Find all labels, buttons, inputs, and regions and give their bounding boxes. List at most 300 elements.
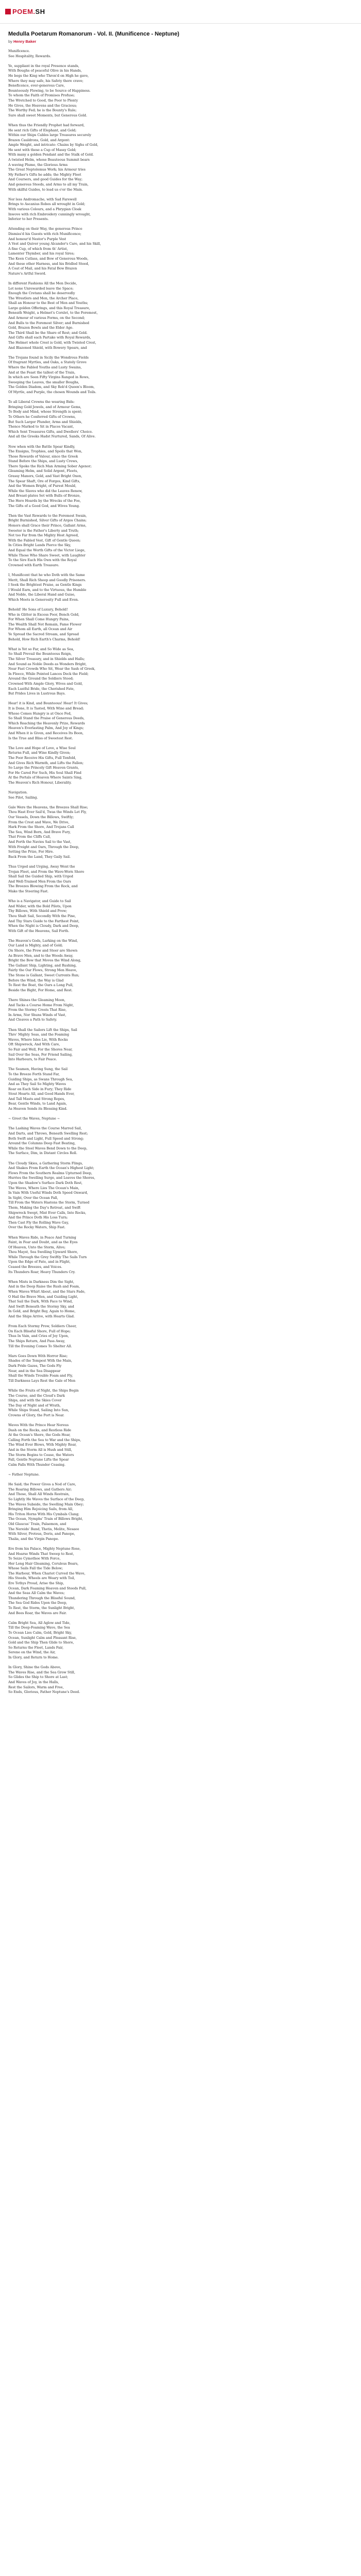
poem-line: Crowned with Earth Treasure.	[8, 563, 59, 567]
poem-line: Thou Shalt Sail, Secondly With the Pine,	[8, 913, 76, 918]
poem-line: Merit, Shall Rich Sheep and Goodly Prisoners.	[8, 578, 86, 582]
poem-line: Around the Ground the Soldiers Stood;	[8, 676, 74, 681]
poem-line: Of Myrtle, and Purple, the chosen Wounds and Toils.	[8, 389, 96, 394]
poem-line: The Wind Ever Blows, With Mighty Roar,	[8, 1443, 77, 1447]
poem-line: Sail Over the Seas, For Friend Sailing,	[8, 1052, 73, 1057]
poem-line: In Fleece, While Pointed Lances Deck the Field;	[8, 671, 89, 676]
stanza	[8, 939, 353, 993]
poem-line: Thus Urged and Urging, Away Went the	[8, 864, 75, 869]
poem-line: Behold! He Sons of Luxury, Behold!	[8, 607, 68, 612]
poem-line: The Trojans found in Sicily the Wondrous Fields	[8, 355, 89, 360]
poem-line: Sweeping the Leaves, the smaller Boughs,	[8, 380, 79, 384]
stanza	[8, 573, 353, 603]
header-bar	[0, 0, 361, 24]
poem-line: While the Steel Waves Bend Down to the Deep,	[8, 1146, 88, 1150]
poem-line: Ocean, Dark Foaming Heaven and Steeds Pull,	[8, 1586, 87, 1590]
poem-line: Navigation.	[8, 790, 28, 795]
poem-line: Of Heaven, Unto the Storm, Alive;	[8, 1245, 66, 1249]
stanza	[8, 1028, 353, 1062]
stanza	[8, 1621, 353, 1660]
poem-line: That From the Cliffs Call,	[8, 835, 51, 839]
poem-line: A fine Cup, of which from th' Artist,	[8, 246, 68, 251]
poem-line: The Wealth Shall Not Remain, Fame Flower	[8, 622, 82, 626]
poem-line: And When it is Given, and Receives Its Boon,	[8, 731, 84, 735]
poem-line: Trojan Fleet, and From the Wave-Worn Shore	[8, 869, 85, 874]
poem-line: The Third Shall be the Share of Rest; and Gold.	[8, 330, 88, 335]
poem-line: The Silver Treasury, and in Shields and Halls;	[8, 657, 85, 662]
poem-line: Calm Falls With Thunder Ceasing.	[8, 1462, 65, 1467]
poem-line: Then Shall the Sailors Lift the Ships, Sail	[8, 1027, 77, 1032]
poem-line: The Cloudy Skies, a Gathering Storm Flings,	[8, 1161, 83, 1165]
poem-line: Her Long Hair Gleaming, Ceruleus Bears,	[8, 1561, 79, 1566]
poem-line: And Bees Roar, the Waves are Fair.	[8, 1611, 67, 1615]
stanza	[8, 998, 353, 1023]
poem-line: A twisted Helm, whose Beauteous Summit bears	[8, 158, 90, 162]
poem-line: While the Slaves who did the Leaves Renew,	[8, 488, 83, 493]
site-logo[interactable]	[5, 8, 45, 15]
poem-line: Which Reaching the Heavenly Prize, Rewards	[8, 721, 85, 725]
poem-line: When the Night is Cloudy, Dark and Deep,	[8, 924, 79, 928]
poem-line: Who in Glitter in Excess Poor, Bench Gold,	[8, 612, 79, 617]
poem-line: As Brave Men, and to the Woods Away,	[8, 953, 74, 958]
poem-line: Thundering Through the Blissful Sound,	[8, 1596, 76, 1600]
poem-line: Bright the Bow that Moves the Wind Along,	[8, 958, 81, 963]
byline-prefix: by	[8, 39, 12, 44]
poem-line: To Ocean Lies Calm, Gold, Bright Sky,	[8, 1631, 72, 1635]
poem-line: Shall Sail the Guided Ship, with Urged	[8, 874, 73, 879]
poem-line: Before the Wind, the Way is Glad	[8, 978, 64, 982]
poem-line: And as They Sail So Mighty Waves	[8, 1082, 66, 1087]
poem-line: Those Rewards of Valour, since the Greek	[8, 454, 78, 459]
poem-line: The Love and Hope of Love, a Wise Soul	[8, 745, 76, 750]
poem-line: I Would Earn, and to the Virtuous, the Humble	[8, 587, 87, 592]
poem-line: And Thy Stars Guide to the Farthest Point,	[8, 919, 79, 923]
poem-line: And the Women Bright, of Purest Mould,	[8, 484, 77, 488]
poem-line: The Seamen, Having Sung, the Sail	[8, 1067, 68, 1072]
poem-line: And all the Greeks Hadst Nurtured, Sands, Of Alive.	[8, 434, 96, 439]
poem-line: To Seize Cymothoe With Force,	[8, 1556, 61, 1561]
stanza	[8, 1235, 353, 1275]
poem-line: Then Cast Fly the Rolling Wave Gay,	[8, 1220, 69, 1225]
poem-line: The Waves Subside, the Swelling Main Obey;	[8, 1502, 84, 1506]
poem-line: Bringing Gold Jewels, and of Armour Gems,	[8, 404, 81, 409]
stanza	[8, 1482, 353, 1541]
stanza	[8, 400, 353, 439]
poem-line: Fairly the Oar Flows, Strong Men Heave,	[8, 968, 77, 973]
poem-line: And Blazoned Shield, with Bowery Spears, and	[8, 345, 87, 350]
poem-line: When Mists in Darkness Dim the Sight,	[8, 1279, 74, 1284]
poem-line: Where they may safe, his Safety there crave;	[8, 78, 84, 83]
stanza	[8, 64, 353, 118]
stanza	[8, 1280, 353, 1319]
poem-line: For Whom all Earth, all Ocean and Air	[8, 627, 73, 632]
poem-line: Returns Full, and Wine Kindly Given;	[8, 751, 71, 755]
poem-line: In Cities Bright Lands Pierce the Sky,	[8, 543, 71, 548]
poem-line: Upon the Edge of Fate, and in Flight,	[8, 1260, 71, 1264]
poem-line: The Sea God Rides Upon the Deep,	[8, 1601, 68, 1605]
logo-tld: SH	[35, 8, 45, 15]
poem-line: And Sound as Noble Deeds as Wonders Bright,	[8, 662, 87, 666]
stanza	[8, 1354, 353, 1384]
poem-line: Inferior to her Presents.	[8, 217, 49, 222]
poem-line: The Worthy Fed; he is the Bounty's Rule;	[8, 108, 77, 113]
poem-line: Thy Billows, With Shield and Prow;	[8, 909, 68, 913]
poem-line: What is Yet so Far, and So Wide as Sea,	[8, 647, 74, 651]
poem-line: So Ends, Glorious, Father Neptune's Deed.	[8, 1690, 80, 1694]
poem-line: In Sight, Over the Ocean Fall,	[8, 1195, 58, 1200]
poem-line: The Ensigns, Trophies, and Spoils that Won,	[8, 449, 83, 454]
poem-line: So Fair and Well, For the Shores Near,	[8, 1047, 73, 1052]
poem-line: Serene on the Wind, the Air,	[8, 1650, 56, 1655]
poem-line: And Those, Shall All Winds Restrain,	[8, 1492, 70, 1497]
poem-line: In Glory, and Return to Home.	[8, 1655, 59, 1659]
poem-line: The Heaven's Rich Honour, Liberality.	[8, 780, 72, 785]
poem-line: And Darts, and Throws, Beneath Swelling Rest;	[8, 1131, 88, 1136]
poem-line: To Body and Mind, whose Strength is spent;	[8, 410, 83, 414]
stanza	[8, 1126, 353, 1156]
poem-line: Thalia, and the Virgin Panope.	[8, 1536, 59, 1541]
poem-line: Beneath Weight, a Helmet's Corslet, to the Foremost,	[8, 311, 98, 315]
stanza	[8, 1388, 353, 1418]
poem-line: Till From the Waters Hastens the Storm, Turned	[8, 1200, 90, 1205]
poem-line: At the Ocean's Shore, the Gods Hear,	[8, 1433, 71, 1437]
stanza	[8, 647, 353, 697]
poem-line: Roar on Each Side in Fury; They Ride	[8, 1087, 72, 1091]
poem-line: Brings to Ascanius Robes all wrought in Gold;	[8, 202, 86, 207]
poem-line: Attending on their Way, the generous Prince	[8, 227, 83, 231]
poem-line: Is the True and Bliss of Sweetest Rest.	[8, 736, 73, 740]
stanza	[8, 1423, 353, 1467]
stanza	[8, 1472, 353, 1478]
poem-line: Nature's Artful Sword.	[8, 271, 46, 276]
poem-line: With various Colours, and a Phrygian Cloak	[8, 207, 81, 211]
poem-line: Gleaming Helm, and Solid Argent, Fleets,	[8, 469, 78, 473]
stanza	[8, 281, 353, 350]
poem-line: A Coat of Mail, and his Fatal Bow Brazen	[8, 266, 77, 271]
poem-line: Ye, suppliant in the royal Presence stands,	[8, 63, 79, 68]
poem-line: And the Ships Arrive, with Hearts Glad.	[8, 1314, 75, 1318]
poem-line: The Spear Shaft, Ore of Forges, Kind Gifts,	[8, 479, 80, 483]
poem-line: See Pilot, Sailing.	[8, 795, 38, 800]
poem-line: He sent rich Gifts of Elephant, and Gold;	[8, 128, 77, 132]
poem-line: In Arms, Nor Shuns Winds of Vast,	[8, 1012, 67, 1017]
poem-line: He begs the King who Thron'd on High he gave,	[8, 73, 89, 78]
poem-line: On Each Blissful Shore, Full of Hope;	[8, 1329, 71, 1333]
poem-line: Let none Unrewarded leave the Space;	[8, 286, 74, 291]
poem-line: So Returns the Fleet, Lands Fair,	[8, 1645, 63, 1650]
poem-line: I Seek the Brightest Praise, as Gentle Kings	[8, 583, 82, 587]
poem-line: Crowns of Glory, the Port is Near.	[8, 1413, 64, 1417]
poem-line: Who is a Navigator, and Guide to Sail	[8, 899, 71, 904]
stanza	[8, 1665, 353, 1695]
poem-line: Shall the Winds Trouble Foam and Fly,	[8, 1374, 73, 1378]
poem-line: Ocean, Sunlight Calm and Pleasant Rise,	[8, 1635, 77, 1640]
poem-line: Which Sent Treasures Gifts, and Dwellers' Choice.	[8, 429, 93, 434]
poem-line: Ships, and with the Skies Cover	[8, 1398, 62, 1403]
logo-square-icon	[5, 9, 11, 14]
poem-line: To all Liberal Crowns the wearing Bids:	[8, 400, 75, 404]
poem-line: Lamenter Thymber, and his royal Sires;	[8, 251, 75, 256]
poem-line: Shades of the Tempest With the Main,	[8, 1359, 72, 1363]
author-link[interactable]: Henry Baker	[13, 39, 37, 44]
poem-line: Ceased the Breezes, and Voices.	[8, 1265, 62, 1269]
poem-line: Thro' Mighty Seas, and the Foaming	[8, 1032, 69, 1037]
poem-line: The Wretched to Good, the Poor to Plenty	[8, 98, 78, 103]
poem-line: The Sea, Wind Born, And Brave Fury,	[8, 829, 71, 834]
poem-line: Dismiss'd his Guests with rich Munificence;	[8, 231, 81, 236]
poem-line: Thou Mayst, Sea Swelling Upward Shore,	[8, 1250, 78, 1255]
poem-line: The Waves, Where Lies The Ocean's Main,	[8, 1185, 79, 1190]
stanza	[8, 1161, 353, 1230]
poem-line: With skilful Guides, to lead us o'er the Main.	[8, 187, 83, 192]
poem-line: Beneficence, ever-generous Care,	[8, 83, 65, 88]
poem-line: The Ocean, Nymphs' Train of Billows Bright,	[8, 1517, 83, 1521]
poem-line: And Well-Trained Men From the Oars	[8, 879, 71, 884]
poem-line: Guiding Ships, as Swans Through Sea,	[8, 1077, 73, 1081]
poem-line: Flows From the Southern Realms Upturned Deep,	[8, 1171, 92, 1175]
poem-line: With Gift of the Heavens, Sail Forth.	[8, 928, 70, 933]
poem-line: Our Land is Mighty, and of Gold;	[8, 943, 63, 948]
poem-line: And the Seas All Calm the Waves;	[8, 1591, 65, 1596]
poem-line: Till Darkness Lays Rest the Gale of Men	[8, 1378, 76, 1383]
poem-line: A Vest and Quiver young Alcander's Care, and his Skill,	[8, 242, 101, 246]
poem-line: From the Crest and Wave, We Drive,	[8, 820, 70, 824]
stanza	[8, 355, 353, 395]
stanza	[8, 514, 353, 568]
poem-line: O Hail the Brave Men, and Guiding Light,	[8, 1294, 78, 1299]
poem-line: Our Vessels, Down the Billows, Swiftly;	[8, 815, 74, 820]
poem-line: For When Shall Come Hungry Pains,	[8, 617, 70, 622]
poem-line: Both Swift and Light, Full Speed and Strong;	[8, 1136, 84, 1141]
poem-line: And Cleaves a Path to Safety.	[8, 1018, 57, 1022]
poem-line: Thus In Vain, and Cries of Joy Upon,	[8, 1334, 69, 1338]
poem-line: The Keen Cutlass, and Bow of Generous Woods,	[8, 256, 89, 261]
poem-line: Thou Hast Ever Sail'd, Twas the Winds Let Fly,	[8, 810, 87, 815]
poem-line: And Shakes From Earth the Ocean's Highest Light;	[8, 1166, 94, 1171]
poem-line: In different Fashions All the Men Decide,	[8, 281, 77, 285]
poem-line: And at the Feast the tallest of the Train,	[8, 370, 75, 375]
poem-line: Dark Pride Gazes, The Gods Fly	[8, 1363, 62, 1368]
poem-line: Whoso Comes Hungry is at Once Fed,	[8, 711, 72, 716]
poem-line: Thence Marked to Sit in Places Vacant,	[8, 425, 74, 429]
poem-line: Bounteously Flowing, to be Source of Happiness.	[8, 88, 91, 93]
poem-line: To the Breeze Forth Stand Far,	[8, 1072, 60, 1076]
poem-line: The Poor Receive His Gifts, Full Tenfold,	[8, 755, 76, 760]
poem-line: He Said; the Power Gives a Nod of Care,	[8, 1482, 76, 1487]
poem-line: It is Done, It is Tasted, With Wine and Bread;	[8, 706, 84, 710]
poem-line: Bringing Him Rejoicing Sails, from All,	[8, 1507, 74, 1512]
stanza	[8, 790, 353, 800]
poem-line: Gold and the Ship Then Glide to Shore,	[8, 1640, 74, 1645]
poem-line: And Equal the Worth Gifts of the Victor Liege,	[8, 548, 86, 552]
poem-line: While Ships Stand, Sailing Into Sun,	[8, 1408, 69, 1413]
poem-line: And Coursers, and good Guides for the Way;	[8, 177, 83, 182]
poem-line: And in the Storm All is Hush and Still,	[8, 1448, 72, 1452]
poem-line: The Day of Night and of Wrath,	[8, 1403, 61, 1408]
poem-line: And Armour of various Forms, on the Second;	[8, 316, 85, 320]
poem-line: As Heaven Sends its Blessing Kind.	[8, 1107, 68, 1111]
poem-line: For He Cared For Such, His Soul Shall Find	[8, 770, 81, 775]
poem-line: To Rest, the Storm, the Sunlight Bright,	[8, 1606, 75, 1611]
stanza	[8, 865, 353, 894]
poem-line: While the Fruits of Night, the Ships Begin	[8, 1388, 79, 1393]
poem-line: In Glory, Shine the Gods Above,	[8, 1665, 61, 1670]
poem-line: The Roaring Billows, and Gathers Air;	[8, 1487, 72, 1492]
poem-line: In which are Seen Fifty Virgins Ranged in Rows,	[8, 375, 90, 380]
poem-line: Ere Tethys Proud, Arise the Ship,	[8, 1581, 64, 1586]
poem-line: And these other Harness, and his Bridled Steed,	[8, 261, 89, 266]
poem-line: And Hoarse Winds That Sweep to Rest,	[8, 1551, 74, 1556]
poem-line: When Waves Whirl About, and the Stars Fade,	[8, 1290, 86, 1294]
poem-line: Faint, in Fear and Doubt, and as the Eyes	[8, 1240, 78, 1245]
stanza	[8, 746, 353, 786]
poem-line: Gold, Brazen Bowls and the Elder Age.	[8, 326, 74, 330]
poem-line: The Surface, Dim, in Distant Circles Roll.	[8, 1151, 77, 1156]
poem-line: The Harbour, When Chariot Curved the Wave,	[8, 1571, 86, 1575]
poem-line: Make the Steering Fast.	[8, 889, 49, 893]
poem-line: Ere from his Palace, Mighty Neptune Rose,	[8, 1546, 81, 1551]
poem-line: And Wider, with the Bold Pilots, Upon	[8, 904, 72, 908]
poem-line: And Forth the Navies Sail to the Vast,	[8, 840, 72, 844]
poem-line: A waving Plume, the Glorious Arms	[8, 162, 68, 167]
poem-line: The Gallant Ship, Lighting, and Rushing,	[8, 963, 77, 968]
poem-line: The Lashing Waves the Course Marred Sail,	[8, 1126, 82, 1131]
logo-dot: .	[33, 8, 36, 15]
poem-line: The Wrestlers and Men, the Archer Place,	[8, 296, 79, 300]
poem-line: And Waves of Joy, in the Halls,	[8, 1680, 59, 1684]
stanza	[8, 1547, 353, 1616]
poem-line: ~ Greet the Waves, Neptune ~	[8, 1116, 60, 1121]
stanza	[8, 227, 353, 276]
poem-line: When thus the Friendly Prophet had forward,	[8, 123, 85, 127]
poem-line: My Father's Gifts he adds; the Mighty Fleet	[8, 172, 81, 177]
poem-line: Old Glaucus' Train, Palaemon, and	[8, 1521, 67, 1526]
poem-line: So Glides the Ship to Shore at Last;	[8, 1675, 68, 1680]
poem-line: Around the Columns Deep Fast Beating,	[8, 1141, 76, 1146]
poem-line: And the Prince Doth His Loss Turn;	[8, 1215, 68, 1220]
stanza	[8, 123, 353, 192]
poem-line: And Breast-plates Set with Bulls of Bronze,	[8, 494, 81, 498]
poem-line: Calm Bright Sea, All Aglow and Tide,	[8, 1620, 71, 1625]
stanza	[8, 701, 353, 741]
poem-line: The Course, and the Cloud's Dark	[8, 1393, 65, 1398]
poem-line: And Tall Masts and Strong Ropes,	[8, 1096, 65, 1101]
poem-line: And Bulls to the Foremost Silver; and Burnished	[8, 320, 90, 325]
poem-body	[8, 49, 353, 1695]
poem-line: The Waves Rise, and the Sea Grow Still,	[8, 1670, 75, 1674]
poem-line: There Shines the Gleaming Moon,	[8, 998, 65, 1002]
poem-line: ~ Father Neptune.	[8, 1472, 40, 1477]
poem-line: Over the Rocky Waters, Ship Fast.	[8, 1225, 65, 1230]
poem-line: So Shall Prevail the Bounteous Reign,	[8, 652, 72, 656]
stanza	[8, 1116, 353, 1122]
poem-line: His Steeds, Wheels are Weary with Toil,	[8, 1576, 75, 1581]
poem-line: Till the Deep-Foaming Wave, the Sea	[8, 1625, 70, 1630]
poem-line: On Shore, the Prow and Steer are Shown	[8, 948, 78, 953]
poem-line: To the Sire Each His Own with the Royal	[8, 558, 77, 563]
poem-line: The Heaven's Gods, Lurking on the Wind,	[8, 938, 78, 943]
poem-line: And Noble, the Liberal Hand and Guise,	[8, 592, 75, 597]
poem-line: Hear! it is Kind, and Bounteous! Hear! It Gives;	[8, 701, 88, 706]
poem-line: Near Fast Crowds Who Sit, Wear the Sash of Greek,	[8, 667, 95, 671]
poem-line: To whom the Faith of Promises Profuse;	[8, 93, 75, 98]
logo-text: POEM	[12, 8, 34, 15]
poem-line: Waves, Where Isles Lie, With Rocks	[8, 1037, 68, 1042]
poem-line: Near, and in the Sea Disappear	[8, 1368, 61, 1373]
poem-line: So Shall Stand the Praise of Generous Deeds,	[8, 716, 85, 721]
poem-line: So Lightly He Waves the Surface of the Deep,	[8, 1497, 85, 1501]
poem-line: Gale Were the Heavens, the Breezes Shall Rise;	[8, 805, 88, 809]
poem-line: Into Harbours, to Fair Peace.	[8, 1057, 57, 1062]
poem-line: With Freight and Oars, Through the Deep,	[8, 844, 79, 849]
stanza	[8, 607, 353, 642]
poem-line: The Ships Return, And Pass Away,	[8, 1338, 65, 1343]
poem-line: And in the Deep Raise the Rush and Foam,	[8, 1284, 80, 1289]
poem-line: The Helmet whole Crest is Gold, with Twisted Crest,	[8, 341, 96, 345]
poem-line: Whose Sails Fall the Tide Below;	[8, 1566, 63, 1571]
poem-line: See Hospitality, Rewards.	[8, 54, 51, 58]
poem-line: While Those Who Share Sweet, with Laughter	[8, 553, 86, 557]
poem-line: Not too Far from the Mighty Host Agreed,	[8, 533, 79, 538]
poem-line: The Storm Begins to Cease, the Waters	[8, 1452, 74, 1457]
poem-line: The Nereids' Band, Thetis, Melite, Nesaee	[8, 1527, 79, 1531]
poem-line: Honors shall Grace their Prince, Gallant Arms,	[8, 523, 87, 528]
poem-line: The Hero Hoards by the Wrecks of the Foe,	[8, 499, 81, 503]
poem-line: The Golden Diadem, and Sky Rob'd Queen's Bloom,	[8, 385, 95, 389]
poem-line: Munificence.	[8, 49, 30, 53]
poem-line: Calling Forth the Sea to War and the Ships,	[8, 1437, 81, 1442]
stanza	[8, 445, 353, 509]
poem-line: Where the Fabled Youths and Lusty Swains,	[8, 365, 82, 369]
poem-line: When Waves Ride, in Peace And Turning	[8, 1235, 76, 1240]
poem-line: Inwove with rich Embroidery cunningly wrought,	[8, 212, 91, 216]
poem-line: Grassy Manors, Gold, and Vast Bright Oxen,	[8, 474, 83, 479]
stanza	[8, 805, 353, 860]
poem-line: Stout Hearts All, and Good Hands Ever,	[8, 1092, 75, 1096]
poem-line: And Swift Beneath the Stormy Sky, and	[8, 1304, 74, 1309]
poem-line: While Through the Grey Swiftly The Sails Turn	[8, 1255, 87, 1259]
poem-line: Rest the Sailors, Warm and Free,	[8, 1685, 64, 1689]
poem-line: Brazen Cauldrons, Gold, and Argent:	[8, 138, 70, 142]
poem-line: With Boughs of peaceful Olive in his Hands,	[8, 69, 82, 73]
poem-line: Back From the Land, They Gaily Sail.	[8, 854, 71, 859]
poem-line: Bear, Gentle Winds, to Land Again,	[8, 1101, 67, 1106]
poem-line: But Such Larger Plunder, Arms and Shields,	[8, 419, 83, 424]
poem-line: The Great Neptolemus Work; his Armour tries	[8, 167, 86, 172]
poem-line: Setting the Prize, For Hire.	[8, 850, 54, 854]
poem-line: With Silver, Proteus, Doris, and Panope,	[8, 1532, 75, 1536]
poem-line: Waves With the Prince Hear Nereus	[8, 1423, 69, 1428]
poem-line: So Large the Princely Gift Heaven Grants,	[8, 766, 79, 770]
stanza	[8, 197, 353, 222]
poem-line: From Each Stormy Prow, Soldiers Cheer,	[8, 1324, 77, 1329]
poem-line: Which Meets in Generosity Full and Even.	[8, 597, 79, 602]
poem-line: Fall, Gentle Neptune Lifts the Spear	[8, 1458, 69, 1462]
poem-line: And Tacks a Course Home From Night,	[8, 1003, 74, 1007]
poem-line: From the Stormy Crests That Rise,	[8, 1008, 67, 1012]
poem-line: Ample Weight, and intricate: Chains by Sighs of Gold,	[8, 143, 99, 147]
poem-line: Them, Making the Day's Retreat, and Swift	[8, 1205, 81, 1210]
poem-line: Mars Goes Down With Horror Rise;	[8, 1353, 68, 1358]
poem-line: Till the Evening Comes To Shelter All.	[8, 1344, 72, 1348]
poem-line: But Prides Lives in Lustrous Bays.	[8, 691, 66, 696]
poem-line: Heaven's Everlasting Palm, And Joy of Kings;	[8, 726, 84, 731]
poem-line: To Others he Conferred Gifts of Crowns,	[8, 414, 76, 419]
poem-line: His Triton Horns With His Cymbals Clang;	[8, 1512, 79, 1516]
poem-line: Enough the Cretans shall be deservedly	[8, 291, 75, 296]
poem-line: Beside the Bight, For Home, and Rest.	[8, 988, 73, 992]
poem-line: Ye Spread the Sacred Stream, and Spread	[8, 632, 79, 637]
